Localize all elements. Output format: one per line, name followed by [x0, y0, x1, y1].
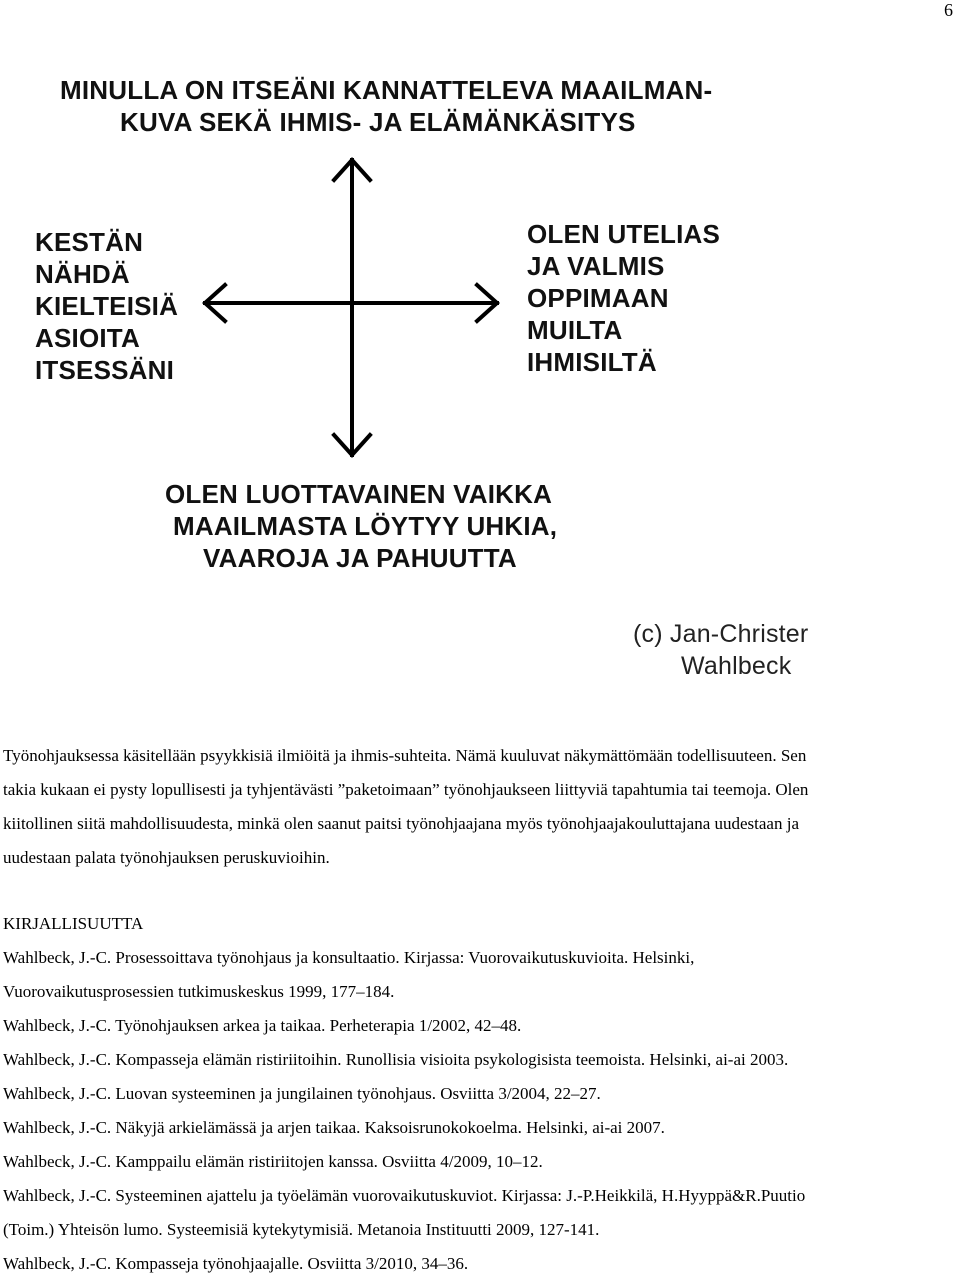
reference-line: Wahlbeck, J.-C. Systeeminen ajattelu ja työelämän vuorovaikutuskuviot. Kirjassa: J.-P.Heikkilä, H.Hyyppä&R.Puutio: [3, 1186, 806, 1205]
right-label-line: OLEN UTELIAS: [527, 219, 721, 249]
reference-line: Wahlbeck, J.-C. Kamppailu elämän ristiriitojen kanssa. Osviitta 4/2009, 10–12.: [3, 1152, 543, 1171]
references-heading: KIRJALLISUUTTA: [3, 914, 144, 933]
paragraph-line: Työnohjauksessa käsitellään psyykkisiä ilmiöitä ja ihmis-suhteita. Nämä kuuluvat näkymättömään todellisuuteen. Sen: [3, 746, 807, 765]
paragraph-line: takia kukaan ei pysty lopullisesti ja tyhjentävästi ”paketoimaan” työnohjaukseen liittyviä tapahtumia tai teemoja. Olen: [3, 780, 809, 799]
left-label-line: ITSESSÄNI: [35, 355, 175, 385]
right-label: [527, 218, 720, 378]
bottom-label: [165, 478, 557, 574]
top-label-line: MINULLA ON ITSEÄNI KANNATTELEVA MAAILMAN-: [60, 75, 713, 105]
bottom-label-line: MAAILMASTA LÖYTYY UHKIA,: [173, 511, 558, 541]
paragraph-line: kiitollinen siitä mahdollisuudesta, minkä olen saanut paitsi työnohjaajana myös työnohjaajakouluttajana uudestaan ja: [3, 814, 799, 833]
right-label-line: JA VALMIS: [527, 251, 665, 281]
reference-line: Wahlbeck, J.-C. Luovan systeeminen ja jungilainen työnohjaus. Osviitta 3/2004, 22–27.: [3, 1084, 601, 1103]
reference-line: Wahlbeck, J.-C. Työnohjauksen arkea ja taikaa. Perheterapia 1/2002, 42–48.: [3, 1016, 522, 1035]
left-label-line: KESTÄN: [35, 227, 144, 257]
copyright-notice: [633, 618, 808, 682]
top-label-line: KUVA SEKÄ IHMIS- JA ELÄMÄNKÄSITYS: [120, 107, 636, 137]
paragraph-line: uudestaan palata työnohjauksen peruskuvioihin.: [3, 848, 330, 867]
left-label-line: NÄHDÄ: [35, 259, 130, 289]
right-label-line: IHMISILTÄ: [527, 347, 657, 377]
page-number: 6: [944, 0, 953, 20]
copyright-line: (c) Jan-Christer: [633, 620, 809, 648]
references-section: [3, 907, 953, 1281]
top-label: [60, 74, 712, 138]
body-paragraph: [3, 739, 953, 875]
left-label-line: ASIOITA: [35, 323, 140, 353]
reference-line: Wahlbeck, J.-C. Kompasseja työnohjaajalle. Osviitta 3/2010, 34–36.: [3, 1254, 469, 1273]
bottom-label-line: VAAROJA JA PAHUUTTA: [203, 543, 517, 573]
reference-line: Vuorovaikutusprosessien tutkimuskeskus 1999, 177–184.: [3, 982, 395, 1001]
left-label: [35, 226, 178, 386]
reference-line: Wahlbeck, J.-C. Prosessoittava työnohjaus ja konsultaatio. Kirjassa: Vuorovaikutuskuvioita. Helsinki,: [3, 948, 695, 967]
right-label-line: MUILTA: [527, 315, 623, 345]
bottom-label-line: OLEN LUOTTAVAINEN VAIKKA: [165, 479, 553, 509]
reference-line: Wahlbeck, J.-C. Näkyjä arkielämässä ja arjen taikaa. Kaksoisrunokokoelma. Helsinki, ai-ai 2007.: [3, 1118, 665, 1137]
right-label-line: OPPIMAAN: [527, 283, 669, 313]
reference-line: (Toim.) Yhteisön lumo. Systeemisiä kytekytymisiä. Metanoia Instituutti 2009, 127-141.: [3, 1220, 600, 1239]
reference-line: Wahlbeck, J.-C. Kompasseja elämän ristiriitoihin. Runollisia visioita psykologisista teemoista. Helsinki, ai-ai 2003.: [3, 1050, 789, 1069]
copyright-line: Wahlbeck: [681, 652, 792, 680]
left-label-line: KIELTEISIÄ: [35, 291, 179, 321]
